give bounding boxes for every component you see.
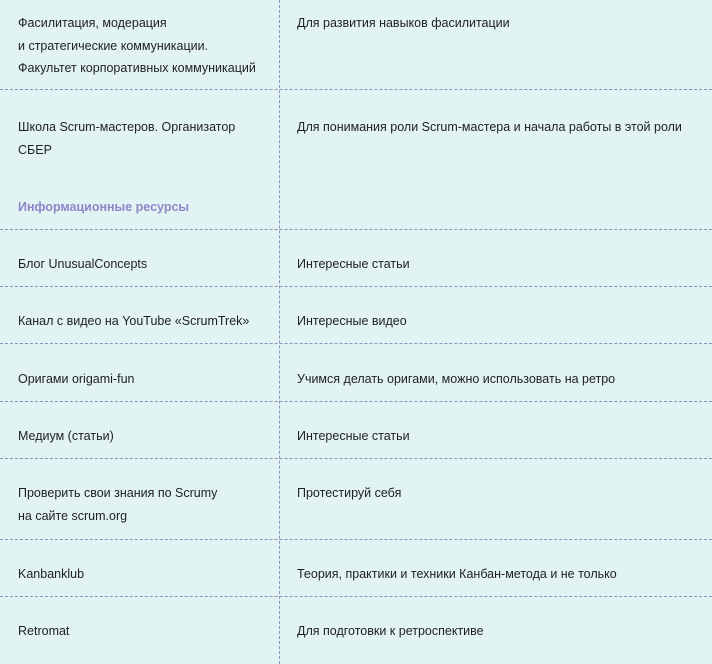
- resource-name-cell: [18, 310, 273, 333]
- resource-name-cell: [18, 482, 273, 527]
- table-row: [0, 425, 712, 459]
- resource-name-line: СБЕР: [18, 142, 52, 157]
- table-row: [0, 482, 712, 540]
- table-row: [0, 620, 712, 654]
- resource-purpose-cell: [297, 425, 707, 448]
- resource-purpose-cell: [297, 368, 707, 391]
- resource-name-cell: [18, 425, 273, 448]
- resource-purpose-cell: [297, 253, 707, 276]
- row-divider: [0, 458, 712, 459]
- row-divider: [0, 286, 712, 287]
- row-divider: [0, 229, 712, 230]
- resource-purpose-cell: [297, 116, 707, 139]
- row-divider: [0, 89, 712, 90]
- resource-purpose-line: Для понимания роли Scrum-мастера и начала работы в этой роли: [297, 120, 682, 134]
- resource-purpose-line: Интересные статьи: [297, 257, 410, 271]
- resource-name-line: Оригами origami-fun: [18, 372, 135, 386]
- resource-purpose-cell: [297, 12, 707, 35]
- resource-purpose-line: Для развития навыков фасилитации: [297, 16, 510, 30]
- resource-name-line: Блог UnusualConcepts: [18, 257, 148, 271]
- resource-name-line: Retromat: [18, 624, 70, 638]
- resource-name-cell: [18, 253, 273, 276]
- row-divider: [0, 343, 712, 344]
- resource-purpose-line: Для подготовки к ретроспективе: [297, 624, 484, 638]
- resource-name-cell: [18, 368, 273, 391]
- row-divider: [0, 539, 712, 540]
- row-divider: [0, 596, 712, 597]
- resource-name-cell: [18, 12, 273, 80]
- resource-name-line: Фасилитация, модерация: [18, 16, 167, 30]
- table-row: [0, 563, 712, 597]
- resource-name-line: Школа Scrum-мастеров. Организатор: [18, 120, 236, 134]
- resource-name-line: Канал с видео на YouTube «ScrumTrek»: [18, 314, 250, 328]
- section-title: Информационные ресурсы: [18, 200, 190, 214]
- resource-name-line: Kanbanklub: [18, 567, 85, 581]
- table-row: [0, 253, 712, 287]
- resource-name-line: Медиум (статьи): [18, 429, 114, 443]
- resource-purpose-cell: [297, 482, 707, 505]
- resource-purpose-cell: [297, 310, 707, 333]
- resource-purpose-cell: [297, 563, 707, 586]
- resource-purpose-line: Теория, практики и техники Канбан-метода и не только: [297, 567, 617, 581]
- resource-purpose-cell: [297, 620, 707, 643]
- resource-purpose-line: Интересные статьи: [297, 429, 410, 443]
- table-row: [0, 12, 712, 90]
- resource-purpose-line: Протестируй себя: [297, 486, 402, 500]
- row-divider: [0, 401, 712, 402]
- resource-name-line: на сайте scrum.org: [18, 508, 128, 523]
- resource-name-cell: [18, 620, 273, 643]
- resource-name-cell: [18, 563, 273, 586]
- section-header-row: [0, 196, 712, 230]
- resource-name-cell: [18, 116, 273, 161]
- table-row: [0, 116, 712, 174]
- resource-purpose-line: Учимся делать оригами, можно использовать на ретро: [297, 372, 616, 386]
- table-row: [0, 310, 712, 344]
- resource-name-line: и стратегические коммуникации.: [18, 38, 209, 53]
- resource-name-line: Факультет корпоративных коммуникаций: [18, 61, 256, 75]
- table-row: [0, 368, 712, 402]
- resource-purpose-line: Интересные видео: [297, 314, 407, 328]
- resource-name-line: Проверить свои знания по Scrumy: [18, 486, 218, 500]
